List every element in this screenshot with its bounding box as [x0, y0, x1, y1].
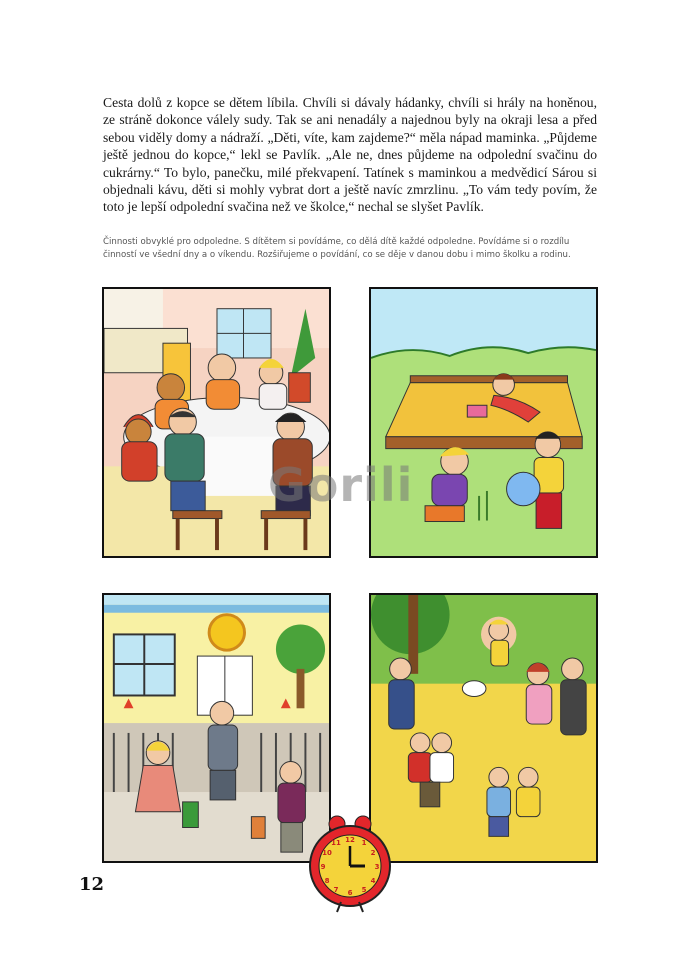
clock-number: 4: [370, 877, 376, 885]
watermark: Gorili: [268, 458, 414, 512]
clock-number: 7: [333, 886, 339, 894]
clock-number: 9: [320, 863, 326, 871]
clock-number: 8: [324, 877, 330, 885]
illustration-cafe: [102, 287, 331, 558]
teacher-note: Činnosti obvyklé pro odpoledne. S dítětem si povídáme, co dělá dítě každé odpoledne. Povídáme si o rozdílu činností ve všední dny a o víkendu. Rozšiřujeme o povídání, co se děje v danou dobu i mimo školku a rodinu.: [103, 237, 571, 260]
page-number: 12: [79, 874, 105, 895]
clock-icon: [307, 814, 393, 914]
illustration-sandbox: [369, 287, 598, 558]
story-text: Cesta dolů z kopce se dětem líbila. Chvíli si dávaly hádanky, chvíli si hrály na honěnou, ze stráně dokonce válely sudy. Tak se ani nenadály a najednou byly na okraji lesa a před sebou viděly domy a nádraží. „Děti, víte, kam zajdeme?“ měla nápad maminka. „Půjdeme ještě jednou do kopce,“ lekl se Pavlík. „Ale ne, dnes půjdeme na odpolední svačinu do cukrárny.“ To bylo, panečku, milé překvapení. Tatínek s maminkou a medvědicí Sárou si objednali kávu, děti si mohly vybrat dort a ještě navíc zmrzlinu. „To vám tedy povím, že toto je lepší odpolední svačina než ve školce,“ nechal se slyšet Pavlík.: [103, 95, 597, 215]
clock-number: 6: [347, 889, 353, 897]
illustration-park: [369, 593, 598, 863]
clock-number: 2: [370, 849, 376, 857]
clock-number: 5: [361, 886, 367, 894]
clock-number: 10: [322, 849, 332, 857]
clock-number: 11: [331, 839, 341, 847]
clock-number: 12: [345, 836, 355, 844]
illustration-kindergarten: [102, 593, 331, 863]
clock-number: 3: [374, 863, 380, 871]
clock-number: 1: [361, 839, 367, 847]
